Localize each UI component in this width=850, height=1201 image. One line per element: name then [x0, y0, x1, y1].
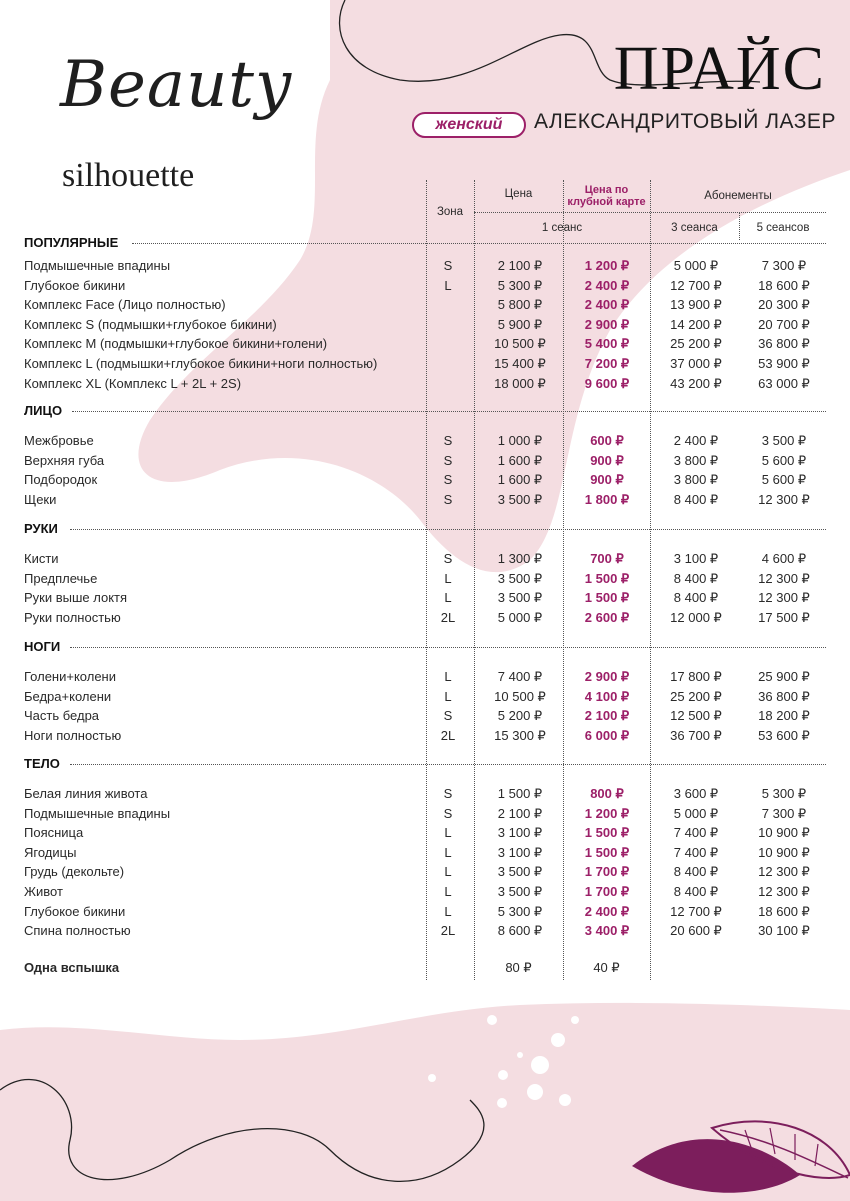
club-price: 2 900 ₽ [584, 316, 630, 332]
price-5-sessions: 18 200 ₽ [758, 708, 810, 724]
price-3-sessions: 12 700 ₽ [670, 903, 722, 919]
service-name: Живот [24, 884, 63, 899]
price: 1 600 ₽ [497, 472, 543, 488]
page-title: ПРАЙС [613, 35, 826, 103]
price-5-sessions: 7 300 ₽ [761, 805, 807, 821]
price: 18 000 ₽ [494, 375, 546, 391]
table-row [0, 571, 850, 590]
service-name: Межбровье [24, 433, 94, 448]
header-club-line1: Цена по [584, 184, 629, 196]
price-5-sessions: 20 700 ₽ [758, 316, 810, 332]
table-row [0, 923, 850, 942]
table-row [0, 297, 850, 316]
section-divider [72, 411, 826, 412]
price: 3 100 ₽ [497, 844, 543, 860]
service-name: Грудь (декольте) [24, 864, 125, 880]
club-price: 1 800 ₽ [584, 491, 630, 507]
table-row [0, 884, 850, 903]
price-5-sessions: 12 300 ₽ [758, 590, 810, 606]
price-3-sessions: 8 400 ₽ [673, 864, 719, 880]
club-price: 1 500 ₽ [584, 570, 630, 586]
price: 5 200 ₽ [497, 708, 543, 724]
price: 3 500 ₽ [497, 590, 543, 606]
price-3-sessions: 3 800 ₽ [673, 472, 719, 488]
price-5-sessions: 53 900 ₽ [758, 356, 810, 371]
price-5-sessions: 12 300 ₽ [758, 884, 810, 899]
header-price: Цена [504, 188, 533, 200]
price: 3 500 ₽ [497, 864, 543, 880]
price: 5 800 ₽ [497, 297, 543, 313]
header-club-line2: клубной карте [567, 196, 646, 208]
price: 1 500 ₽ [497, 786, 543, 801]
zone-size: L [444, 688, 452, 704]
header-subscriptions: Абонементы [704, 190, 772, 202]
service-name: Комплекс Face (Лицо полностью) [24, 297, 226, 313]
price-5-sessions: 3 500 ₽ [761, 433, 807, 448]
zone-size: L [444, 277, 452, 293]
service-name: Верхняя губа [24, 452, 105, 468]
table-row [0, 864, 850, 883]
table-row [0, 806, 850, 825]
price: 3 500 ₽ [497, 884, 543, 899]
section-divider [70, 529, 826, 530]
service-name: Подмышечные впадины [24, 258, 171, 273]
price: 1 000 ₽ [497, 433, 543, 448]
flash-price: 80 ₽ [505, 960, 532, 975]
price: 5 300 ₽ [497, 903, 543, 919]
table-row [0, 376, 850, 395]
zone-size: 2L [440, 923, 456, 939]
section-divider [70, 764, 826, 765]
brand-logo-script: Beauty [60, 48, 293, 122]
price-5-sessions: 5 300 ₽ [761, 786, 807, 801]
header-three-sessions: 3 сеанса [671, 222, 718, 234]
zone-size: L [444, 825, 452, 841]
service-name: Глубокое бикини [24, 903, 126, 919]
table-row [0, 610, 850, 629]
zone-size: L [444, 590, 452, 606]
price-3-sessions: 17 800 ₽ [670, 669, 722, 684]
page-subtitle: АЛЕКСАНДРИТОВЫЙ ЛАЗЕР [534, 110, 836, 133]
service-name: Комплекс M (подмышки+глубокое бикини+голени) [24, 336, 328, 352]
flash-club-price: 40 ₽ [593, 960, 620, 975]
club-price: 2 900 ₽ [584, 669, 630, 684]
price-3-sessions: 20 600 ₽ [670, 923, 722, 939]
table-row [0, 472, 850, 491]
price-3-sessions: 37 000 ₽ [670, 356, 722, 371]
service-name: Комплекс XL (Комплекс L + 2L + 2S) [24, 375, 242, 391]
price-3-sessions: 12 000 ₽ [670, 609, 722, 625]
price-5-sessions: 36 800 ₽ [758, 688, 810, 704]
price-5-sessions: 63 000 ₽ [758, 375, 810, 391]
table-row [0, 590, 850, 609]
table-row [0, 551, 850, 570]
header-divider [474, 212, 826, 213]
club-price: 4 100 ₽ [584, 688, 630, 704]
service-name: Подмышечные впадины [24, 805, 171, 821]
service-name: Бедра+колени [24, 688, 112, 704]
price: 7 400 ₽ [497, 669, 543, 684]
price-5-sessions: 12 300 ₽ [758, 491, 810, 507]
price-3-sessions: 7 400 ₽ [673, 844, 719, 860]
price-3-sessions: 25 200 ₽ [670, 688, 722, 704]
table-row [0, 258, 850, 277]
header-zone: Зона [436, 206, 464, 218]
club-price: 5 400 ₽ [584, 336, 630, 352]
price-3-sessions: 25 200 ₽ [670, 336, 722, 352]
section-title: РУКИ [24, 521, 58, 536]
table-row [0, 825, 850, 844]
service-name: Щеки [24, 491, 57, 507]
price-3-sessions: 8 400 ₽ [673, 884, 719, 899]
table-row [0, 708, 850, 727]
service-name: Кисти [24, 551, 59, 566]
club-price: 2 600 ₽ [584, 609, 630, 625]
club-price: 7 200 ₽ [584, 356, 630, 371]
price-3-sessions: 8 400 ₽ [673, 570, 719, 586]
price-5-sessions: 30 100 ₽ [758, 923, 810, 939]
brand-logo-sub: silhouette [62, 157, 195, 194]
price-5-sessions: 18 600 ₽ [758, 277, 810, 293]
zone-size: S [443, 786, 453, 801]
zone-size: S [443, 452, 453, 468]
price: 8 600 ₽ [497, 923, 543, 939]
price-5-sessions: 7 300 ₽ [761, 258, 807, 273]
price: 5 000 ₽ [497, 609, 543, 625]
service-name: Часть бедра [24, 708, 100, 724]
gender-badge: женский [412, 112, 526, 138]
table-row [0, 278, 850, 297]
price-5-sessions: 5 600 ₽ [761, 472, 807, 488]
club-price: 1 500 ₽ [584, 590, 630, 606]
section-title: ПОПУЛЯРНЫЕ [24, 235, 119, 250]
table-row [0, 453, 850, 472]
service-name: Спина полностью [24, 923, 131, 939]
price-3-sessions: 2 400 ₽ [673, 433, 719, 448]
section-divider [70, 647, 826, 648]
price-3-sessions: 14 200 ₽ [670, 316, 722, 332]
section-divider [132, 243, 826, 244]
section-title: ТЕЛО [24, 756, 60, 771]
zone-size: L [444, 884, 452, 899]
club-price: 6 000 ₽ [584, 727, 630, 743]
price-3-sessions: 36 700 ₽ [670, 727, 722, 743]
price-5-sessions: 25 900 ₽ [758, 669, 810, 684]
table-row [0, 356, 850, 375]
header-five-sessions: 5 сеансов [756, 222, 810, 234]
club-price: 9 600 ₽ [584, 375, 630, 391]
price-5-sessions: 12 300 ₽ [758, 570, 810, 586]
club-price: 1 500 ₽ [584, 844, 630, 860]
price: 3 100 ₽ [497, 825, 543, 841]
service-name: Ягодицы [24, 844, 77, 860]
zone-size: 2L [440, 609, 456, 625]
table-row [0, 433, 850, 452]
table-row [0, 786, 850, 805]
price-5-sessions: 17 500 ₽ [758, 609, 810, 625]
zone-size: S [443, 472, 453, 488]
club-price: 800 ₽ [590, 786, 624, 801]
service-name: Комплекс S (подмышки+глубокое бикини) [24, 316, 277, 332]
zone-size: S [443, 433, 453, 448]
service-name: Комплекс L (подмышки+глубокое бикини+ноги полностью) [24, 356, 378, 371]
flash-name: Одна вспышка [24, 960, 120, 975]
service-name: Белая линия живота [24, 786, 148, 801]
price-5-sessions: 20 300 ₽ [758, 297, 810, 313]
club-price: 3 400 ₽ [584, 923, 630, 939]
price: 1 300 ₽ [497, 551, 543, 566]
price: 1 600 ₽ [497, 452, 543, 468]
section-title: ЛИЦО [24, 403, 63, 418]
table-row [0, 689, 850, 708]
zone-size: 2L [440, 727, 456, 743]
price: 10 500 ₽ [494, 336, 546, 352]
price-3-sessions: 8 400 ₽ [673, 491, 719, 507]
price: 3 500 ₽ [497, 570, 543, 586]
zone-size: S [443, 258, 453, 273]
price-5-sessions: 10 900 ₽ [758, 844, 810, 860]
club-price: 1 200 ₽ [584, 805, 630, 821]
zone-size: L [444, 864, 452, 880]
price-3-sessions: 13 900 ₽ [670, 297, 722, 313]
zone-size: L [444, 844, 452, 860]
zone-size: L [444, 669, 452, 684]
club-price: 600 ₽ [590, 433, 624, 448]
zone-size: S [443, 708, 453, 724]
price-3-sessions: 5 000 ₽ [673, 258, 719, 273]
club-price: 1 200 ₽ [584, 258, 630, 273]
club-price: 900 ₽ [590, 472, 624, 488]
service-name: Поясница [24, 825, 84, 841]
club-price: 900 ₽ [590, 452, 624, 468]
section-title: НОГИ [24, 639, 61, 654]
club-price: 2 100 ₽ [584, 708, 630, 724]
service-name: Руки выше локтя [24, 590, 128, 606]
club-price: 2 400 ₽ [584, 903, 630, 919]
price: 3 500 ₽ [497, 491, 543, 507]
price-5-sessions: 10 900 ₽ [758, 825, 810, 841]
club-price: 700 ₽ [590, 551, 624, 566]
price-5-sessions: 4 600 ₽ [761, 551, 807, 566]
zone-size: L [444, 903, 452, 919]
price-5-sessions: 53 600 ₽ [758, 727, 810, 743]
zone-size: S [443, 805, 453, 821]
club-price: 1 700 ₽ [584, 884, 630, 899]
price-3-sessions: 12 500 ₽ [670, 708, 722, 724]
price-3-sessions: 7 400 ₽ [673, 825, 719, 841]
price-3-sessions: 12 700 ₽ [670, 277, 722, 293]
header-one-session: 1 сеанс [541, 222, 583, 234]
price-5-sessions: 12 300 ₽ [758, 864, 810, 880]
service-name: Ноги полностью [24, 727, 122, 743]
club-price: 2 400 ₽ [584, 277, 630, 293]
price: 5 900 ₽ [497, 316, 543, 332]
price-3-sessions: 8 400 ₽ [673, 590, 719, 606]
price-5-sessions: 36 800 ₽ [758, 336, 810, 352]
zone-size: S [443, 491, 453, 507]
service-name: Голени+колени [24, 669, 116, 684]
price-3-sessions: 5 000 ₽ [673, 805, 719, 821]
table-row [0, 336, 850, 355]
price: 10 500 ₽ [494, 688, 546, 704]
table-row [0, 669, 850, 688]
price: 15 300 ₽ [494, 727, 546, 743]
price-3-sessions: 3 100 ₽ [673, 551, 719, 566]
price: 2 100 ₽ [497, 805, 543, 821]
price-5-sessions: 18 600 ₽ [758, 903, 810, 919]
service-name: Подбородок [24, 472, 98, 488]
price-5-sessions: 5 600 ₽ [761, 452, 807, 468]
price-3-sessions: 43 200 ₽ [670, 375, 722, 391]
price-3-sessions: 3 600 ₽ [673, 786, 719, 801]
price: 15 400 ₽ [494, 356, 546, 371]
service-name: Глубокое бикини [24, 277, 126, 293]
service-name: Руки полностью [24, 609, 121, 625]
service-name: Предплечье [24, 570, 98, 586]
club-price: 1 700 ₽ [584, 864, 630, 880]
table-row [0, 492, 850, 511]
table-row [0, 317, 850, 336]
zone-size: S [443, 551, 453, 566]
club-price: 1 500 ₽ [584, 825, 630, 841]
zone-size: L [444, 570, 452, 586]
table-row [0, 904, 850, 923]
price: 5 300 ₽ [497, 277, 543, 293]
price-3-sessions: 3 800 ₽ [673, 452, 719, 468]
price: 2 100 ₽ [497, 258, 543, 273]
club-price: 2 400 ₽ [584, 297, 630, 313]
table-row [0, 728, 850, 747]
table-row [0, 845, 850, 864]
